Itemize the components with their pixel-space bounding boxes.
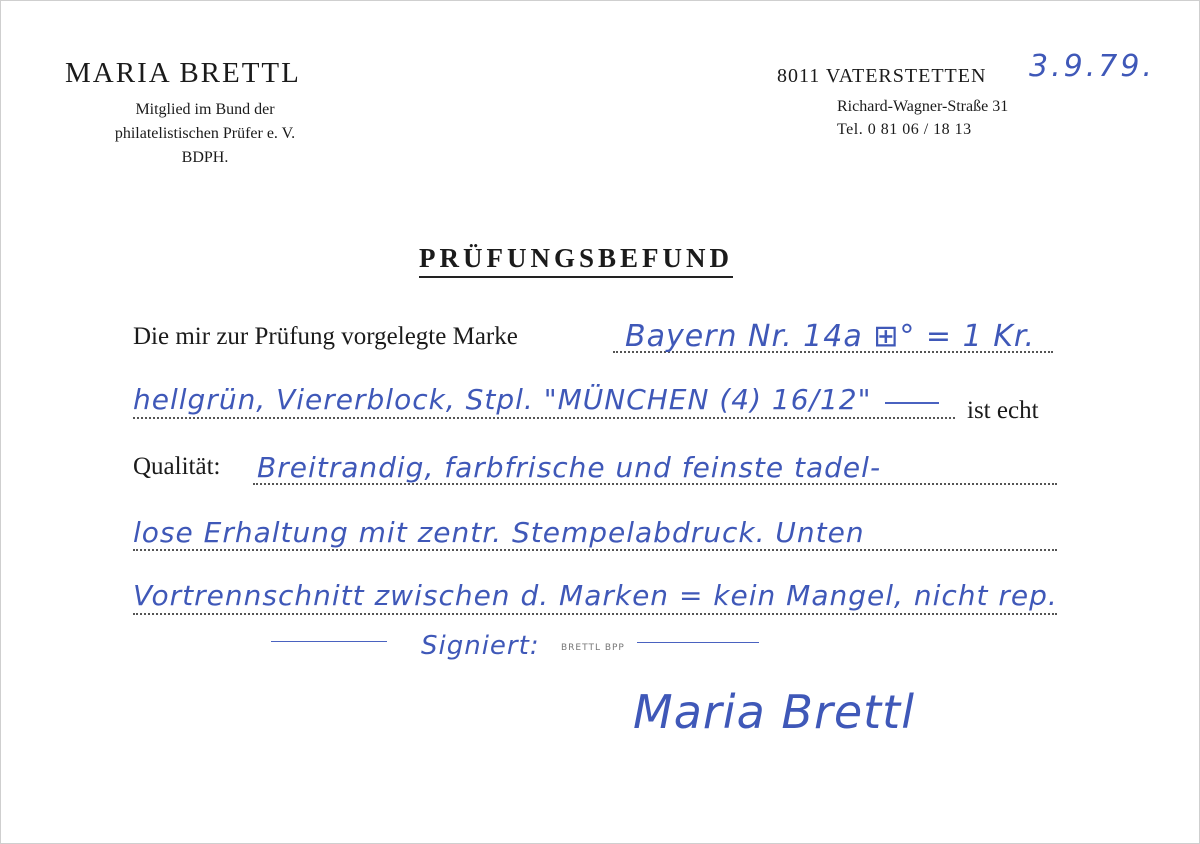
issuer-membership-line-3: BDPH. — [181, 149, 229, 166]
intro-text: Die mir zur Prüfung vorgelegte Marke — [133, 323, 518, 350]
result-text: ist echt — [967, 397, 1039, 424]
handwritten-quality-1: Breitrandig, farbfrische und feinste tadel- — [257, 451, 882, 484]
dotted-line-4 — [133, 549, 1057, 551]
signed-line-right — [637, 642, 759, 643]
handwritten-stamp-description: Bayern Nr. 14a ⊞° = 1 Kr. — [625, 319, 1036, 354]
signed-line-left — [271, 641, 387, 642]
address-city: 8011 VATERSTETTEN — [777, 65, 987, 87]
address-phone: Tel. 0 81 06 / 18 13 — [837, 121, 972, 138]
quality-label: Qualität: — [133, 453, 221, 480]
handwritten-quality-3: Vortrennschnitt zwischen d. Marken = kein Mangel, nicht rep. — [133, 579, 1058, 612]
issuer-membership-line-2: philatelistischen Prüfer e. V. — [114, 125, 296, 142]
handwritten-quality-2: lose Erhaltung mit zentr. Stempelabdruck. Unten — [133, 516, 865, 549]
dash-line — [885, 402, 939, 404]
dotted-line-2 — [133, 417, 955, 419]
address-street: Richard-Wagner-Straße 31 — [837, 98, 1009, 115]
certificate-title: PRÜFUNGSBEFUND — [419, 243, 733, 278]
handwritten-signed-label: Signiert: — [421, 631, 540, 661]
handwritten-date: 3.9.79. — [1029, 49, 1155, 84]
dotted-line-5 — [133, 613, 1057, 615]
expert-stamp-mark: BRETTL BPP — [561, 643, 625, 653]
signature: Maria Brettl — [633, 685, 916, 739]
handwritten-color-cancel: hellgrün, Viererblock, Stpl. "MÜNCHEN (4) 16/12" — [133, 383, 872, 416]
issuer-membership-line-1: Mitglied im Bund der — [135, 101, 275, 118]
issuer-name: MARIA BRETTL — [65, 57, 301, 89]
